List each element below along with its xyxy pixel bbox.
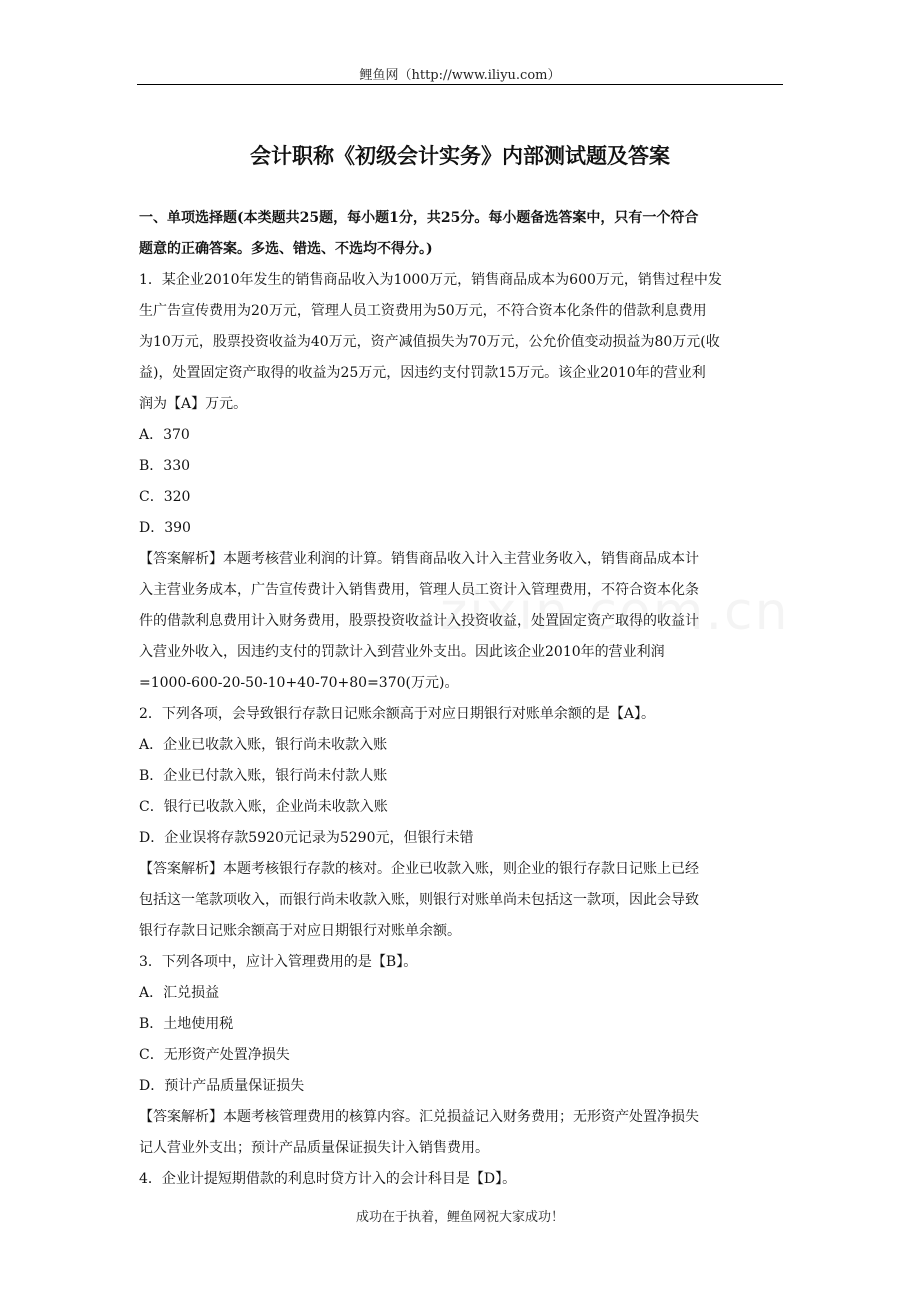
option-c: C．无形资产处置净损失 (139, 1047, 290, 1063)
page-footer: 成功在于执着，鲤鱼网祝大家成功！ (355, 1210, 564, 1225)
header-divider (137, 84, 783, 85)
answer-analysis-line: 银行存款日记账余额高于对应日期银行对账单余额。 (139, 923, 461, 939)
question-text-line: 润为【A】万元。 (139, 396, 248, 412)
option-d: D．预计产品质量保证损失 (139, 1078, 305, 1094)
answer-analysis-line: 【答案解析】本题考核管理费用的核算内容。汇兑损益记入财务费用；无形资产处置净损失 (139, 1109, 699, 1125)
answer-analysis-line: 件的借款利息费用计入财务费用，股票投资收益计入投资收益，处置固定资产取得的收益计 (139, 613, 699, 629)
option-d: D．企业误将存款5920元记录为5290元，但银行未错 (139, 830, 474, 846)
question-text-line: 3．下列各项中，应计入管理费用的是【B】。 (139, 954, 418, 970)
answer-analysis-line: 入营业外收入，因违约支付的罚款计入到营业外支出。因此该企业2010年的营业利润 (139, 644, 665, 660)
section-heading-line-1: 一、单项选择题(本类题共25题，每小题1分，共25分。每小题备选答案中，只有一个符合 (139, 210, 699, 226)
answer-analysis-line: =1000-600-20-50-10+40-70+80=370(万元)。 (139, 675, 459, 691)
question-text-line: 4．企业计提短期借款的利息时贷方计入的会计科目是【D】。 (139, 1171, 517, 1187)
answer-analysis-line: 包括这一笔款项收入，而银行尚未收款入账，则银行对账单尚未包括这一款项，因此会导致 (139, 892, 699, 908)
question-text-line: 益)，处置固定资产取得的收益为25万元，因违约支付罚款15万元。该企业2010年的营业利 (139, 365, 706, 381)
question-text-line: 生广告宣传费用为20万元，管理人员工资费用为50万元，不符合资本化条件的借款利息费用 (139, 303, 707, 319)
question-4 (139, 1164, 787, 1195)
question-1 (139, 265, 787, 699)
option-a: A．企业已收款入账，银行尚未收款入账 (139, 737, 388, 753)
answer-analysis-line: 入主营业务成本，广告宣传费计入销售费用，管理人员工资计入管理费用，不符合资本化条 (139, 582, 699, 598)
question-text-line: 1．某企业2010年发生的销售商品收入为1000万元，销售商品成本为600万元，销售过程中发 (139, 272, 722, 288)
question-text-line: 为10万元，股票投资收益为40万元，资产减值损失为70万元，公允价值变动损益为80万元(收 (139, 334, 720, 350)
question-2 (139, 699, 787, 947)
answer-analysis-line: 记人营业外支出；预计产品质量保证损失计入销售费用。 (139, 1140, 489, 1156)
option-c: C．320 (139, 489, 191, 505)
question-text-line: 2．下列各项，会导致银行存款日记账余额高于对应日期银行对账单余额的是【A】。 (139, 706, 656, 722)
option-a: A．汇兑损益 (139, 985, 220, 1001)
document-body (139, 203, 787, 1195)
option-b: B．企业已付款入账，银行尚未付款人账 (139, 768, 388, 784)
option-d: D．390 (139, 520, 191, 536)
question-3 (139, 947, 787, 1164)
option-c: C．银行已收款入账，企业尚未收款入账 (139, 799, 388, 815)
option-b: B．330 (139, 458, 191, 474)
answer-analysis-line: 【答案解析】本题考核营业利润的计算。销售商品收入计入主营业务收入，销售商品成本计 (139, 551, 699, 567)
option-b: B．土地使用税 (139, 1016, 234, 1032)
section-heading-line-2: 题意的正确答案。多选、错选、不选均不得分。) (139, 241, 433, 257)
document-title: 会计职称《初级会计实务》内部测试题及答案 (250, 143, 670, 168)
option-a: A．370 (139, 427, 190, 443)
answer-analysis-line: 【答案解析】本题考核银行存款的核对。企业已收款入账，则企业的银行存款日记账上已经 (139, 861, 699, 877)
page-header: 鲤鱼网（http://www.iliyu.com） (359, 68, 561, 83)
